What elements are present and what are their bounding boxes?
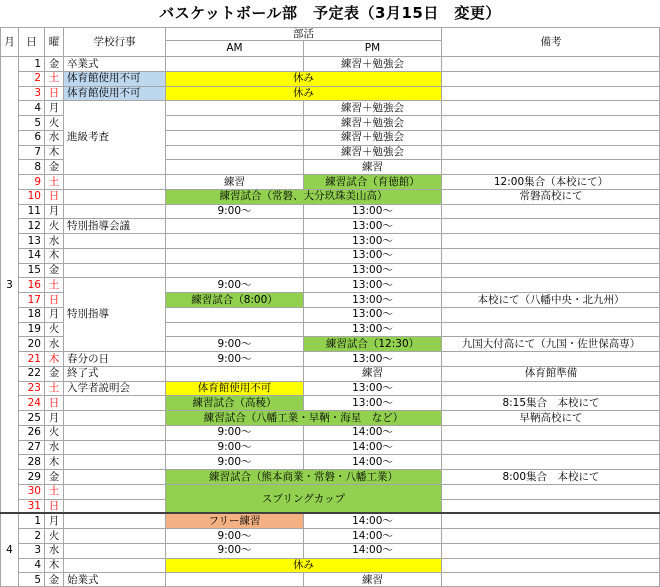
- am-cell: [165, 56, 303, 71]
- note-cell: [441, 440, 660, 455]
- schedule-table: [0, 27, 660, 586]
- day-cell: 17: [18, 292, 44, 307]
- am-cell: [165, 130, 303, 145]
- am-cell: [165, 218, 303, 233]
- weekday-cell: 木: [44, 145, 63, 160]
- day-cell: 25: [18, 410, 44, 425]
- pm-cell: 13:00〜: [303, 277, 441, 292]
- pm-cell: 13:00〜: [303, 233, 441, 248]
- weekday-cell: 水: [44, 233, 63, 248]
- pm-cell: 14:00〜: [303, 513, 441, 528]
- note-cell: [441, 558, 660, 573]
- day-cell: 28: [18, 454, 44, 469]
- note-cell: [441, 499, 660, 514]
- weekday-cell: 火: [44, 322, 63, 337]
- weekday-cell: 木: [44, 558, 63, 573]
- day-cell: 13: [18, 233, 44, 248]
- note-cell: [441, 277, 660, 292]
- weekday-cell: 金: [44, 56, 63, 71]
- note-cell: [441, 159, 660, 174]
- am-cell: [165, 145, 303, 160]
- note-cell: [441, 484, 660, 499]
- note-cell: 8:15集合 本校にて: [441, 395, 660, 410]
- school-event-cell: [63, 233, 165, 248]
- day-cell: 11: [18, 204, 44, 219]
- school-event-cell: [63, 469, 165, 484]
- pm-cell: 14:00〜: [303, 543, 441, 558]
- pm-cell: 13:00〜: [303, 381, 441, 396]
- school-event-cell: 春分の日: [63, 351, 165, 366]
- weekday-cell: 金: [44, 263, 63, 278]
- school-event-cell: [63, 410, 165, 425]
- pm-cell: 練習試合（育徳館）: [303, 174, 441, 189]
- day-cell: 3: [18, 543, 44, 558]
- weekday-cell: 水: [44, 440, 63, 455]
- am-cell: [165, 322, 303, 337]
- day-cell: 4: [18, 558, 44, 573]
- school-event-cell: [63, 174, 165, 189]
- day-cell: 31: [18, 499, 44, 514]
- note-cell: [441, 351, 660, 366]
- weekday-cell: 水: [44, 130, 63, 145]
- weekday-cell: 日: [44, 292, 63, 307]
- note-cell: [441, 263, 660, 278]
- school-event-cell: 体育館使用不可: [63, 86, 165, 101]
- weekday-cell: 月: [44, 100, 63, 115]
- school-event-cell: [63, 248, 165, 263]
- pm-cell: 13:00〜: [303, 292, 441, 307]
- note-cell: [441, 56, 660, 71]
- weekday-cell: 水: [44, 336, 63, 351]
- am-cell: 9:00〜: [165, 425, 303, 440]
- am-cell: [165, 572, 303, 587]
- weekday-cell: 土: [44, 277, 63, 292]
- pm-cell: 13:00〜: [303, 307, 441, 322]
- school-event-cell: 入学者説明会: [63, 381, 165, 396]
- pm-cell: 練習＋勉強会: [303, 115, 441, 130]
- pm-cell: 14:00〜: [303, 454, 441, 469]
- note-cell: [441, 248, 660, 263]
- school-event-cell: [63, 454, 165, 469]
- school-event-cell: [63, 189, 165, 204]
- note-cell: 本校にて（八幡中央・北九州）: [441, 292, 660, 307]
- note-cell: [441, 322, 660, 337]
- weekday-cell: 金: [44, 572, 63, 587]
- weekday-cell: 土: [44, 71, 63, 86]
- school-event-cell: [63, 558, 165, 573]
- page-title: バスケットボール部 予定表（3月15日 変更）: [159, 4, 501, 22]
- day-cell: 22: [18, 366, 44, 381]
- pm-cell: 練習＋勉強会: [303, 130, 441, 145]
- note-cell: 体育館準備: [441, 366, 660, 381]
- note-cell: [441, 425, 660, 440]
- note-cell: [441, 528, 660, 543]
- note-cell: [441, 233, 660, 248]
- am-cell: 9:00〜: [165, 454, 303, 469]
- header-school-events: 学校行事: [63, 27, 165, 56]
- weekday-cell: 水: [44, 543, 63, 558]
- pm-cell: 練習: [303, 366, 441, 381]
- am-cell: 練習試合（高稜）: [165, 395, 303, 410]
- day-cell: 16: [18, 277, 44, 292]
- am-cell: [165, 307, 303, 322]
- day-cell: 9: [18, 174, 44, 189]
- club-merged-cell: 休み: [165, 71, 441, 86]
- note-cell: [441, 513, 660, 528]
- note-cell: [441, 204, 660, 219]
- weekday-cell: 火: [44, 218, 63, 233]
- am-cell: 練習: [165, 174, 303, 189]
- day-cell: 15: [18, 263, 44, 278]
- note-cell: [441, 86, 660, 101]
- pm-cell: 13:00〜: [303, 322, 441, 337]
- weekday-cell: 金: [44, 469, 63, 484]
- day-cell: 3: [18, 86, 44, 101]
- pm-cell: 練習: [303, 159, 441, 174]
- club-merged-cell: 練習試合（熊本商業・常磐・八幡工業）: [165, 469, 441, 484]
- am-cell: 体育館使用不可: [165, 381, 303, 396]
- note-cell: 九国大付高にて（九国・佐世保高専）: [441, 336, 660, 351]
- pm-cell: 14:00〜: [303, 528, 441, 543]
- day-cell: 27: [18, 440, 44, 455]
- day-cell: 23: [18, 381, 44, 396]
- pm-cell: 13:00〜: [303, 395, 441, 410]
- am-cell: [165, 248, 303, 263]
- pm-cell: 練習＋勉強会: [303, 145, 441, 160]
- note-cell: [441, 307, 660, 322]
- note-cell: [441, 71, 660, 86]
- note-cell: [441, 572, 660, 587]
- weekday-cell: 月: [44, 513, 63, 528]
- header-notes: 備考: [441, 27, 660, 56]
- weekday-cell: 木: [44, 248, 63, 263]
- school-event-cell: [63, 204, 165, 219]
- day-cell: 5: [18, 572, 44, 587]
- note-cell: [441, 145, 660, 160]
- weekday-cell: 月: [44, 307, 63, 322]
- pm-cell: 13:00〜: [303, 248, 441, 263]
- weekday-cell: 金: [44, 366, 63, 381]
- pm-cell: 13:00〜: [303, 351, 441, 366]
- school-event-cell: [63, 484, 165, 499]
- weekday-cell: 火: [44, 528, 63, 543]
- pm-cell: 練習試合（12:30）: [303, 336, 441, 351]
- day-cell: 29: [18, 469, 44, 484]
- day-cell: 12: [18, 218, 44, 233]
- school-event-cell: 始業式: [63, 572, 165, 587]
- club-merged-cell: 練習試合（常磐、大分玖珠美山高）: [165, 189, 441, 204]
- club-merged-cell: 休み: [165, 86, 441, 101]
- note-cell: [441, 381, 660, 396]
- am-cell: 9:00〜: [165, 204, 303, 219]
- weekday-cell: 日: [44, 189, 63, 204]
- school-event-cell: [63, 440, 165, 455]
- day-cell: 1: [18, 513, 44, 528]
- weekday-cell: 木: [44, 454, 63, 469]
- am-cell: 9:00〜: [165, 336, 303, 351]
- note-cell: [441, 100, 660, 115]
- school-event-cell: 特別指導: [63, 277, 165, 351]
- pm-cell: 13:00〜: [303, 263, 441, 278]
- note-cell: 8:00集合 本校にて: [441, 469, 660, 484]
- note-cell: 12:00集合（本校にて）: [441, 174, 660, 189]
- club-merged-cell: 練習試合（八幡工業・早鞆・海星 など）: [165, 410, 441, 425]
- day-cell: 8: [18, 159, 44, 174]
- weekday-cell: 火: [44, 425, 63, 440]
- am-cell: [165, 115, 303, 130]
- pm-cell: 練習＋勉強会: [303, 56, 441, 71]
- school-event-cell: [63, 425, 165, 440]
- weekday-cell: 火: [44, 115, 63, 130]
- note-cell: [441, 543, 660, 558]
- note-cell: [441, 115, 660, 130]
- header-day: 日: [18, 27, 44, 56]
- school-event-cell: 特別指導会議: [63, 218, 165, 233]
- day-cell: 26: [18, 425, 44, 440]
- day-cell: 19: [18, 322, 44, 337]
- weekday-cell: 日: [44, 395, 63, 410]
- weekday-cell: 月: [44, 410, 63, 425]
- day-cell: 18: [18, 307, 44, 322]
- note-cell: 常磐高校にて: [441, 189, 660, 204]
- school-event-cell: [63, 543, 165, 558]
- day-cell: 30: [18, 484, 44, 499]
- pm-cell: 14:00〜: [303, 425, 441, 440]
- weekday-cell: 土: [44, 174, 63, 189]
- am-cell: 9:00〜: [165, 528, 303, 543]
- header-pm: PM: [303, 40, 441, 56]
- school-event-cell: [63, 395, 165, 410]
- school-event-cell: [63, 263, 165, 278]
- weekday-cell: 日: [44, 499, 63, 514]
- am-cell: 9:00〜: [165, 440, 303, 455]
- am-cell: 9:00〜: [165, 277, 303, 292]
- pm-cell: 13:00〜: [303, 218, 441, 233]
- day-cell: 1: [18, 56, 44, 71]
- school-event-cell: [63, 528, 165, 543]
- day-cell: 7: [18, 145, 44, 160]
- pm-cell: 14:00〜: [303, 440, 441, 455]
- am-cell: [165, 100, 303, 115]
- header-club: 部活: [165, 27, 441, 40]
- header-am: AM: [165, 40, 303, 56]
- month-april: 4: [0, 513, 18, 587]
- weekday-cell: 木: [44, 351, 63, 366]
- am-cell: [165, 233, 303, 248]
- note-cell: [441, 218, 660, 233]
- day-cell: 6: [18, 130, 44, 145]
- note-cell: [441, 130, 660, 145]
- weekday-cell: 月: [44, 204, 63, 219]
- day-cell: 2: [18, 528, 44, 543]
- am-cell: [165, 366, 303, 381]
- weekday-cell: 金: [44, 159, 63, 174]
- school-event-cell: 終了式: [63, 366, 165, 381]
- day-cell: 4: [18, 100, 44, 115]
- am-cell: 練習試合（8:00）: [165, 292, 303, 307]
- month-march: 3: [0, 56, 18, 513]
- note-cell: 早鞆高校にて: [441, 410, 660, 425]
- weekday-cell: 土: [44, 381, 63, 396]
- school-event-cell: 卒業式: [63, 56, 165, 71]
- am-cell: [165, 263, 303, 278]
- am-cell: 9:00〜: [165, 543, 303, 558]
- day-cell: 20: [18, 336, 44, 351]
- day-cell: 10: [18, 189, 44, 204]
- school-event-cell: [63, 499, 165, 514]
- header-month: 月: [0, 27, 18, 56]
- pm-cell: 練習: [303, 572, 441, 587]
- school-event-cell: 進級考査: [63, 100, 165, 174]
- note-cell: [441, 454, 660, 469]
- weekday-cell: 土: [44, 484, 63, 499]
- club-merged-cell: 休み: [165, 558, 441, 573]
- am-cell: 9:00〜: [165, 351, 303, 366]
- pm-cell: 練習＋勉強会: [303, 100, 441, 115]
- day-cell: 5: [18, 115, 44, 130]
- day-cell: 2: [18, 71, 44, 86]
- header-weekday: 曜: [44, 27, 63, 56]
- day-cell: 14: [18, 248, 44, 263]
- am-cell: [165, 159, 303, 174]
- weekday-cell: 日: [44, 86, 63, 101]
- pm-cell: 13:00〜: [303, 204, 441, 219]
- day-cell: 21: [18, 351, 44, 366]
- spring-cup-cell: スプリングカップ: [165, 484, 441, 514]
- school-event-cell: [63, 513, 165, 528]
- school-event-cell: 体育館使用不可: [63, 71, 165, 86]
- day-cell: 24: [18, 395, 44, 410]
- month-separator: [0, 512, 660, 514]
- am-cell: フリー練習: [165, 513, 303, 528]
